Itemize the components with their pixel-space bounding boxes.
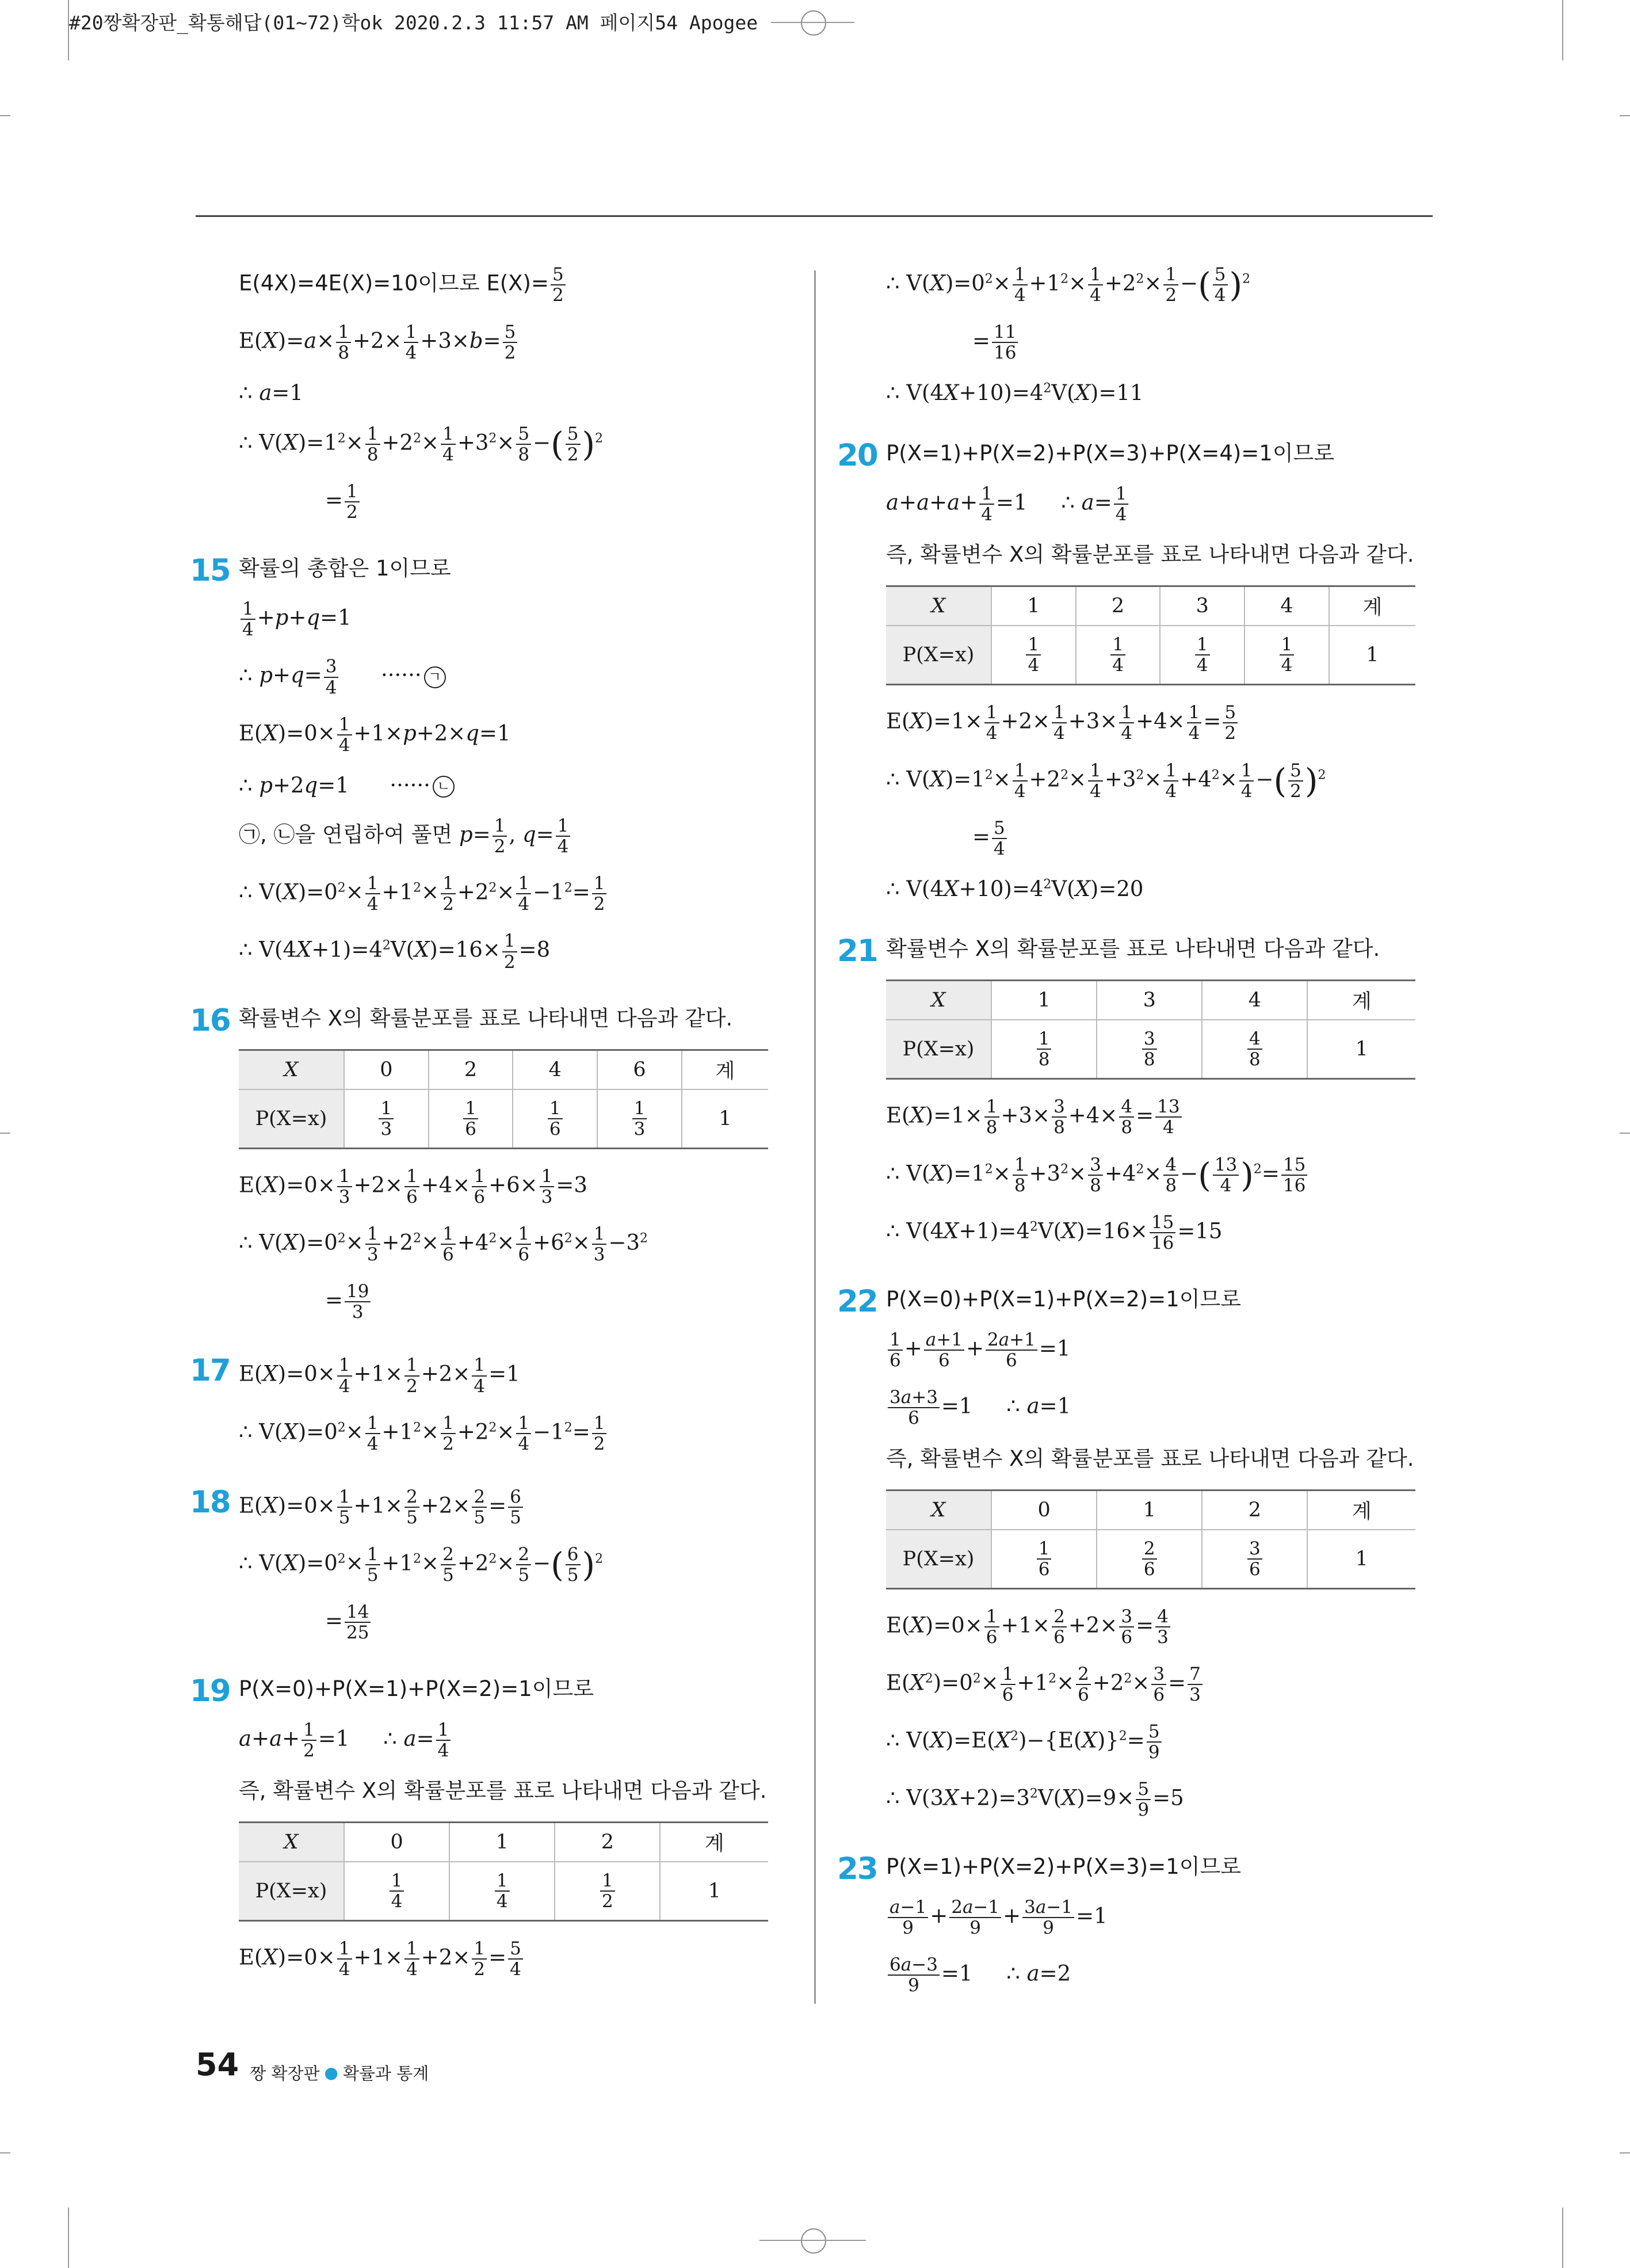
- problem-22: 22 P(X=0)+P(X=1)+P(X=2)=1이므로 $\frac{1}{6}$ + $\frac{a+1}{6}$ + $\frac{2a+1}{6}$ =1 $\frac{3a+3}{6}$ =1 ∴ a=1 즉, 확률변수 X의 확률분포를 표로 나타내면 다음과 같다. X 0 1 2 계 P(X=x) $\frac{1}{6}$ $\frac{2}{6}$ $\frac{3}{6}$ 1 E(X)=0× $\frac{1}{6}$ +1× $\frac{2}{6}$ +2× $\frac{3}{6}$ = $\frac{4}{3}$ $E(X^2)=0^2\times$ $\frac{1}{6}$ $+1^2\times$ $\frac{2}{6}$ $+2^2\times$ $\frac{3}{6}$ = $\frac{7}{3}$ ∴ $V(X)=E(X^2)-\{E(X)\}^2=$ $\frac{5}{9}$ ∴ $V(3X+2)=3^2V(X)=9\times$ $\frac{5}{9}$ =5: [886, 1286, 1450, 1820]
- problem-number: 18: [190, 1484, 230, 1520]
- subject-title: 확률과 통계: [342, 2064, 429, 2083]
- distribution-table-19: X 0 1 2 계 P(X=x) $\frac{1}{4}$ $\frac{1}{4}$ $\frac{1}{2}$ 1: [239, 1821, 768, 1922]
- crop-mark: [0, 1133, 10, 1134]
- column-divider: [814, 270, 816, 2004]
- print-slug: #20짱확장판_확통해답(01~72)학ok 2020.2.3 11:57 AM 페이지54 Apogee: [69, 12, 758, 34]
- crop-mark: [0, 115, 10, 116]
- problem-20: 20 P(X=1)+P(X=2)+P(X=3)+P(X=4)=1이므로 a+a+a+ $\frac{1}{4}$ =1 ∴ a= $\frac{1}{4}$ 즉, 확률변수 X의 확률분포를 표로 나타내면 다음과 같다. X 1 2 3 4 계 P(X=x) $\frac{1}{4}$ $\frac{1}{4}$ $\frac{1}{4}$ $\frac{1}{4}$ 1 E(X)=1× $\frac{1}{4}$ +2× $\frac{1}{4}$ +3× $\frac{1}{4}$ +4× $\frac{1}{4}$ = $\frac{5}{2}$ ∴ $V(X)=1^2\times$ $\frac{1}{4}$ $+2^2\times$ $\frac{1}{4}$ $+3^2\times$ $\frac{1}{4}$ $+4^2\times$ $\frac{1}{4}$ −( $\frac{5}{2}$ )$^2$ = $\frac{5}{4}$ ∴ $V(4X+10)=4^2V(X)=20$: [886, 440, 1450, 903]
- problem-number: 15: [190, 553, 230, 588]
- crop-mark: [68, 2208, 69, 2268]
- problem-14-continued: E(4X)=4E(X)=10이므로 E(X)= $\frac{5}{2}$ E(X)=a× $\frac{1}{8}$ +2× $\frac{1}{4}$ +3×b= $\frac{5}{2}$ ∴ a=1 ∴ $V(X)=1^2\times$ $\frac{1}{8}$ $+2^2\times$ $\frac{1}{4}$ $+3^2\times$ $\frac{5}{8}$ −( $\frac{5}{2}$ )$^2$ = $\frac{1}{2}$: [239, 264, 604, 523]
- distribution-table-21: X 1 3 4 계 P(X=x) $\frac{1}{8}$ $\frac{3}{8}$ $\frac{4}{8}$ 1: [886, 979, 1415, 1080]
- distribution-table-20: X 1 2 3 4 계 P(X=x) $\frac{1}{4}$ $\frac{1}{4}$ $\frac{1}{4}$ $\frac{1}{4}$ 1: [886, 585, 1415, 685]
- left-column: [190, 264, 803, 2012]
- problem-number: 21: [837, 933, 877, 969]
- problem-16: 16 확률변수 X의 확률분포를 표로 나타내면 다음과 같다. X 0 2 4 6 계 P(X=x) $\frac{1}{3}$ $\frac{1}{6}$ $\frac{1}{6}$ $\frac{1}{3}$ 1 E(X)=0× $\frac{1}{3}$ +2× $\frac{1}{6}$ +4× $\frac{1}{6}$ +6× $\frac{1}{3}$ =3 ∴ $V(X)=0^2\times$ $\frac{1}{3}$ $+2^2\times$ $\frac{1}{6}$ $+4^2\times$ $\frac{1}{6}$ $+6^2\times$ $\frac{1}{3}$ $-3^2$ = $\frac{19}{3}$: [239, 1005, 803, 1322]
- crop-mark: [1620, 1133, 1630, 1134]
- crop-mark: [1620, 2152, 1630, 2153]
- crop-mark: [1620, 115, 1630, 116]
- problem-19: 19 P(X=0)+P(X=1)+P(X=2)=1이므로 a+a+ $\frac{1}{2}$ =1 ∴ a= $\frac{1}{4}$ 즉, 확률변수 X의 확률분포를 표로 나타내면 다음과 같다. X 0 1 2 계 P(X=x) $\frac{1}{4}$ $\frac{1}{4}$ $\frac{1}{2}$ 1 E(X)=0× $\frac{1}{4}$ +1× $\frac{1}{4}$ +2× $\frac{1}{2}$ = $\frac{5}{4}$: [239, 1676, 803, 1979]
- crop-mark: [771, 22, 854, 23]
- distribution-table-22: X 0 1 2 계 P(X=x) $\frac{1}{6}$ $\frac{2}{6}$ $\frac{3}{6}$ 1: [886, 1489, 1415, 1589]
- problem-15: 15 확률의 총합은 1이므로 $\frac{1}{4}$ +p+q=1 ∴ p+q= $\frac{3}{4}$ ······ ㄱ E(X)=0× $\frac{1}{4}$ +1×p+2×q=1 ∴ p+2q=1 ······ ㄴ ㉠, ㉡을 연립하여 풀면 p= $\frac{1}{2}$ , q= $\frac{1}{4}$ ∴ $V(X)=0^2\times$ $\frac{1}{4}$ $+1^2\times$ $\frac{1}{2}$ $+2^2\times$ $\frac{1}{4}$ $-1^2=$ $\frac{1}{2}$ ∴ $V(4X+1)=4^2V(X)=16\times$ $\frac{1}{2}$ =8: [239, 555, 803, 972]
- distribution-table-16: X 0 2 4 6 계 P(X=x) $\frac{1}{3}$ $\frac{1}{6}$ $\frac{1}{6}$ $\frac{1}{3}$ 1: [239, 1049, 768, 1149]
- problem-number: 20: [837, 437, 877, 473]
- right-column: [837, 264, 1450, 2029]
- problem-23: 23 P(X=1)+P(X=2)+P(X=3)=1이므로 $\frac{a-1}{9}$ + $\frac{2a-1}{9}$ + $\frac{3a-1}{9}$ =1 $\frac{6a-3}{9}$ =1 ∴ a=2: [837, 1851, 1241, 1996]
- problem-18: 18 E(X)=0× $\frac{1}{5}$ +1× $\frac{2}{5}$ +2× $\frac{2}{5}$ = $\frac{6}{5}$ ∴ $V(X)=0^2\times$ $\frac{1}{5}$ $+1^2\times$ $\frac{2}{5}$ $+2^2\times$ $\frac{2}{5}$ −( $\frac{6}{5}$ )$^2$ = $\frac{14}{25}$: [190, 1484, 604, 1644]
- crop-mark: [1562, 2208, 1563, 2268]
- problem-number: 23: [837, 1851, 877, 1886]
- problem-19-continued: ∴ $V(X)=0^2\times$ $\frac{1}{4}$ $+1^2\times$ $\frac{1}{4}$ $+2^2\times$ $\frac{1}{2}$ −( $\frac{5}{4}$ )$^2$ = $\frac{11}{16}$ ∴ $V(4X+10)=4^2V(X)=11$: [886, 264, 1251, 406]
- page-number: 54: [196, 2046, 239, 2083]
- problem-number: 16: [190, 1003, 230, 1038]
- top-rule: [196, 215, 1433, 217]
- registration-mark: [801, 10, 826, 36]
- problem-17: 17 E(X)=0× $\frac{1}{4}$ +1× $\frac{1}{2}$ +2× $\frac{1}{4}$ =1 ∴ $V(X)=0^2\times$ $\frac{1}{4}$ $+1^2\times$ $\frac{1}{2}$ $+2^2\times$ $\frac{1}{4}$ $-1^2=$ $\frac{1}{2}$: [239, 1355, 803, 1453]
- crop-mark: [1562, 0, 1563, 60]
- problem-number: 22: [837, 1283, 877, 1319]
- registration-mark: [801, 2228, 826, 2254]
- problem-21: 21 확률변수 X의 확률분포를 표로 나타내면 다음과 같다. X 1 3 4 계 P(X=x) $\frac{1}{8}$ $\frac{3}{8}$ $\frac{4}{8}$ 1 E(X)=1× $\frac{1}{8}$ +3× $\frac{3}{8}$ +4× $\frac{4}{8}$ = $\frac{13}{4}$ ∴ $V(X)=1^2\times$ $\frac{1}{8}$ $+3^2\times$ $\frac{3}{8}$ $+4^2\times$ $\frac{4}{8}$ −( $\frac{13}{4}$ )$^2$= $\frac{15}{16}$ ∴ $V(4X+1)=4^2V(X)=16\times$ $\frac{15}{16}$ =15: [886, 936, 1450, 1253]
- crop-mark: [0, 2152, 10, 2153]
- crop-mark: [759, 2240, 866, 2241]
- problem-number: 19: [190, 1674, 230, 1709]
- page-footer: [196, 2046, 429, 2084]
- bullet-dot: ●: [324, 2063, 338, 2082]
- crop-mark: [68, 0, 69, 60]
- problem-number: 17: [190, 1353, 230, 1389]
- book-title: 짱 확장판: [250, 2064, 320, 2083]
